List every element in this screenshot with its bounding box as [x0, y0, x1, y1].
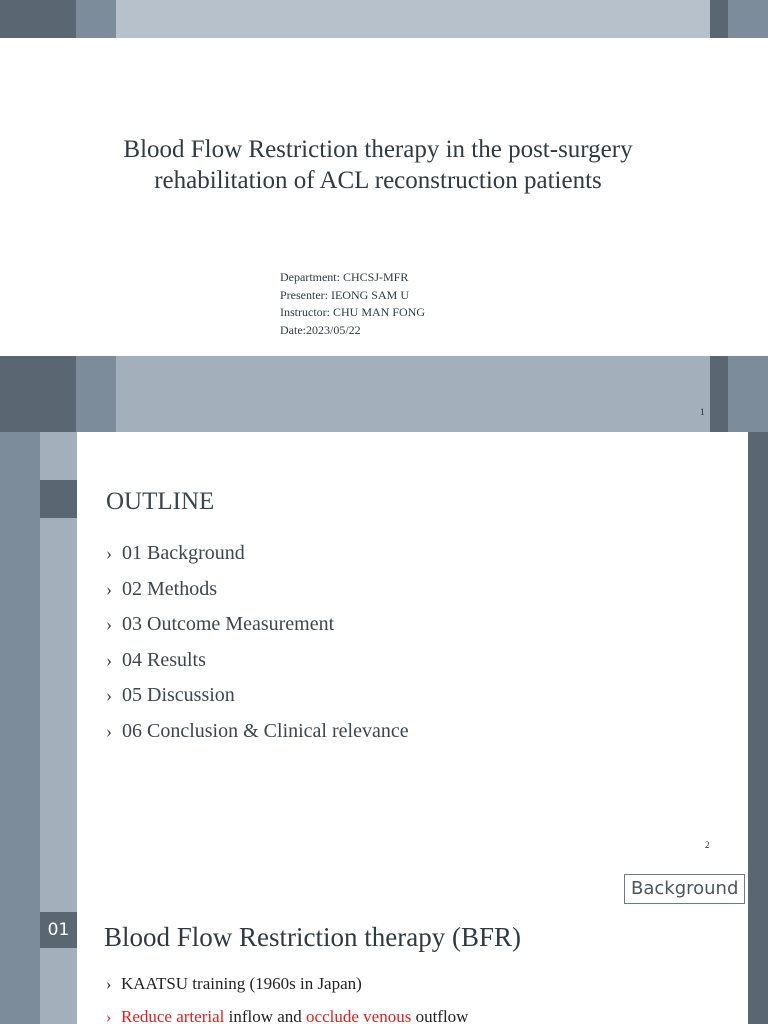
bullet-item — [106, 1001, 468, 1024]
footer-block-mid — [76, 356, 116, 432]
chevron-right-icon: › — [106, 614, 112, 634]
outline-slide — [0, 432, 768, 866]
title-slide — [0, 0, 768, 432]
outline-item — [106, 572, 409, 608]
outline-item-label: 02 Methods — [122, 577, 217, 600]
outline-item — [106, 643, 409, 679]
footer-band — [116, 356, 710, 432]
header-block-accent — [710, 0, 728, 38]
presenter-line: Presenter: IEONG SAM U — [280, 287, 409, 302]
section-number-badge: 01 — [40, 912, 77, 948]
header-block-mid — [76, 0, 116, 38]
chevron-right-icon: › — [106, 720, 112, 741]
department-line: Department: CHCSJ-MFR — [280, 270, 409, 284]
bullet-list — [106, 968, 468, 1024]
chevron-right-icon: › — [106, 578, 112, 599]
outline-item — [106, 678, 409, 714]
outline-title: OUTLINE — [106, 488, 215, 515]
background-slide — [0, 866, 768, 1024]
chevron-right-icon: › — [106, 685, 112, 705]
outline-item-label: 06 Conclusion & Clinical relevance — [122, 719, 409, 742]
bullet-text: outflow — [411, 1007, 469, 1024]
outline-item-label: 01 Background — [122, 542, 245, 564]
highlight-text: Reduce arterial — [121, 1007, 225, 1024]
bullet-text: KAATSU training (1960s in Japan) — [121, 974, 362, 993]
left-rail-outer — [0, 866, 40, 1024]
header-band — [116, 0, 710, 38]
footer-block-accent — [710, 356, 728, 432]
outline-item-label: 05 Discussion — [122, 684, 235, 706]
outline-item-label: 04 Results — [122, 648, 206, 671]
outline-item — [106, 536, 409, 572]
right-rail — [748, 866, 768, 1024]
outline-item — [106, 714, 409, 750]
section-tag: Background — [624, 874, 745, 904]
instructor-line: Instructor: CHU MAN FONG — [280, 305, 425, 319]
bullet-item — [106, 968, 468, 1001]
outline-item-label: 03 Outcome Measurement — [122, 613, 335, 635]
chevron-right-icon: › — [106, 649, 112, 670]
chevron-right-icon: › — [106, 543, 112, 563]
chevron-right-icon: › — [106, 976, 112, 993]
slide-meta — [280, 269, 425, 339]
slide-title: Blood Flow Restriction therapy in the post-surgery rehabilitation of ACL reconstruction patients — [123, 136, 633, 194]
chevron-right-icon: › — [106, 1009, 112, 1024]
header-block-right — [728, 0, 768, 38]
footer-block-dark — [0, 356, 76, 432]
footer-block-right — [728, 356, 768, 432]
left-rail-marker — [40, 480, 77, 518]
page-number: 2 — [705, 840, 710, 850]
header-block-dark — [0, 0, 76, 38]
bullet-text: inflow and — [224, 1007, 307, 1024]
left-rail-outer — [0, 432, 40, 866]
page-number: 1 — [700, 407, 705, 417]
date-line: Date:2023/05/22 — [280, 322, 361, 337]
right-rail — [748, 432, 768, 866]
slide-title: Blood Flow Restriction therapy (BFR) — [104, 922, 521, 952]
highlight-text: occlude venous — [306, 1007, 412, 1024]
outline-list — [106, 536, 409, 749]
outline-item — [106, 607, 409, 643]
